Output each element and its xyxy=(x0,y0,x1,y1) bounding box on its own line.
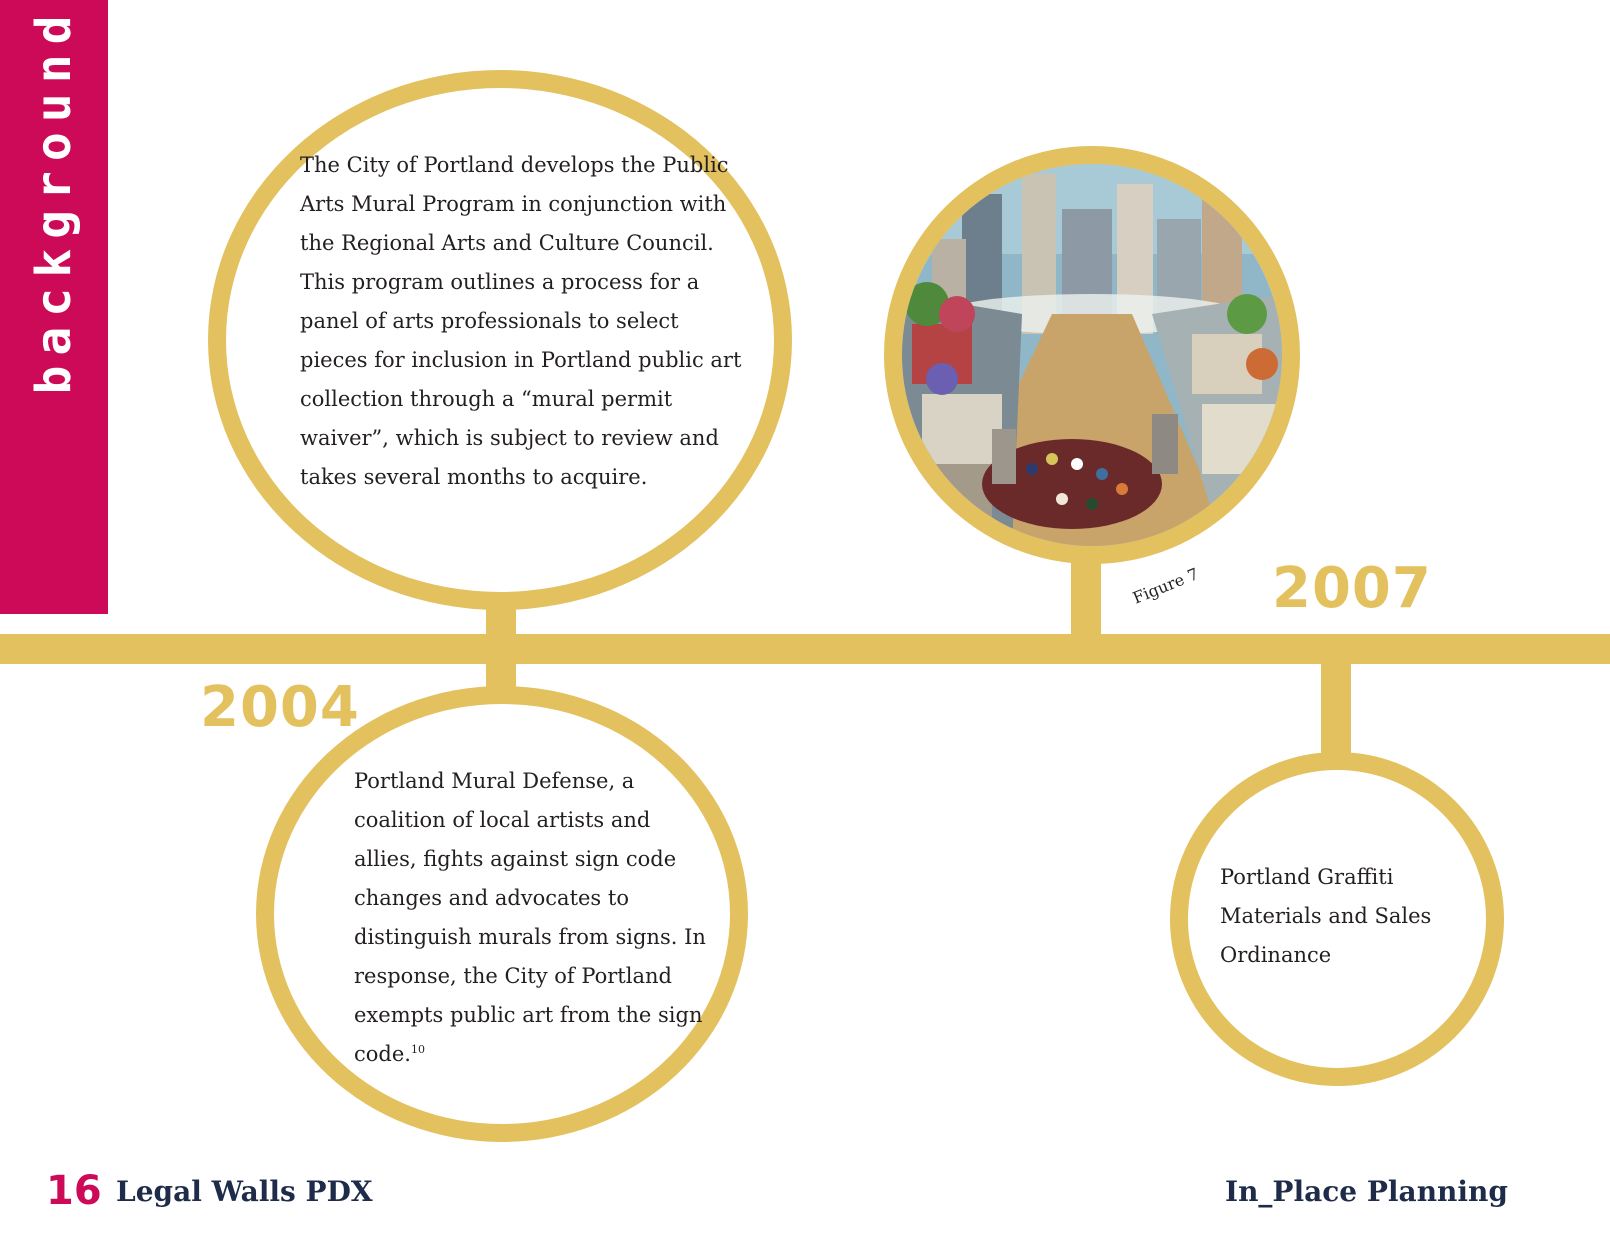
timeline-stem-1 xyxy=(486,606,516,696)
milestone-2-text: Portland Mural Defense, a coalition of local artists and allies, fights against sign code changes and advocates to distinguish murals from signs. In response, the City of Portland exempts public art from the sign code. xyxy=(354,769,706,1066)
mural-image xyxy=(902,164,1282,546)
section-tab-label: background xyxy=(26,5,82,395)
section-tab xyxy=(0,0,108,614)
figure-caption: Figure 7 xyxy=(1130,564,1202,608)
milestone-1-year: 2004 xyxy=(200,675,360,740)
timeline-bar xyxy=(0,634,1610,664)
milestone-1-text: The City of Portland develops the Public Arts Mural Program in conjunction with the Regional Arts and Culture Council. This program outlines a process for a panel of arts professionals to select pieces for inclusion in Portland public art collection through a “mural permit waiver”, which is subject to review and takes several months to acquire. xyxy=(300,153,742,489)
footer-left-title: Legal Walls PDX xyxy=(116,1175,373,1208)
milestone-2-paragraph xyxy=(354,762,714,1074)
milestone-3-text: Portland Graffiti Materials and Sales Ordinance xyxy=(1220,865,1432,967)
footnote-marker: 10 xyxy=(410,1043,425,1056)
footer-right-title: In_Place Planning xyxy=(1224,1175,1508,1208)
page-number: 16 xyxy=(46,1168,102,1214)
timeline-stem-3 xyxy=(1321,660,1351,756)
milestone-3-year: 2007 xyxy=(1272,556,1432,621)
